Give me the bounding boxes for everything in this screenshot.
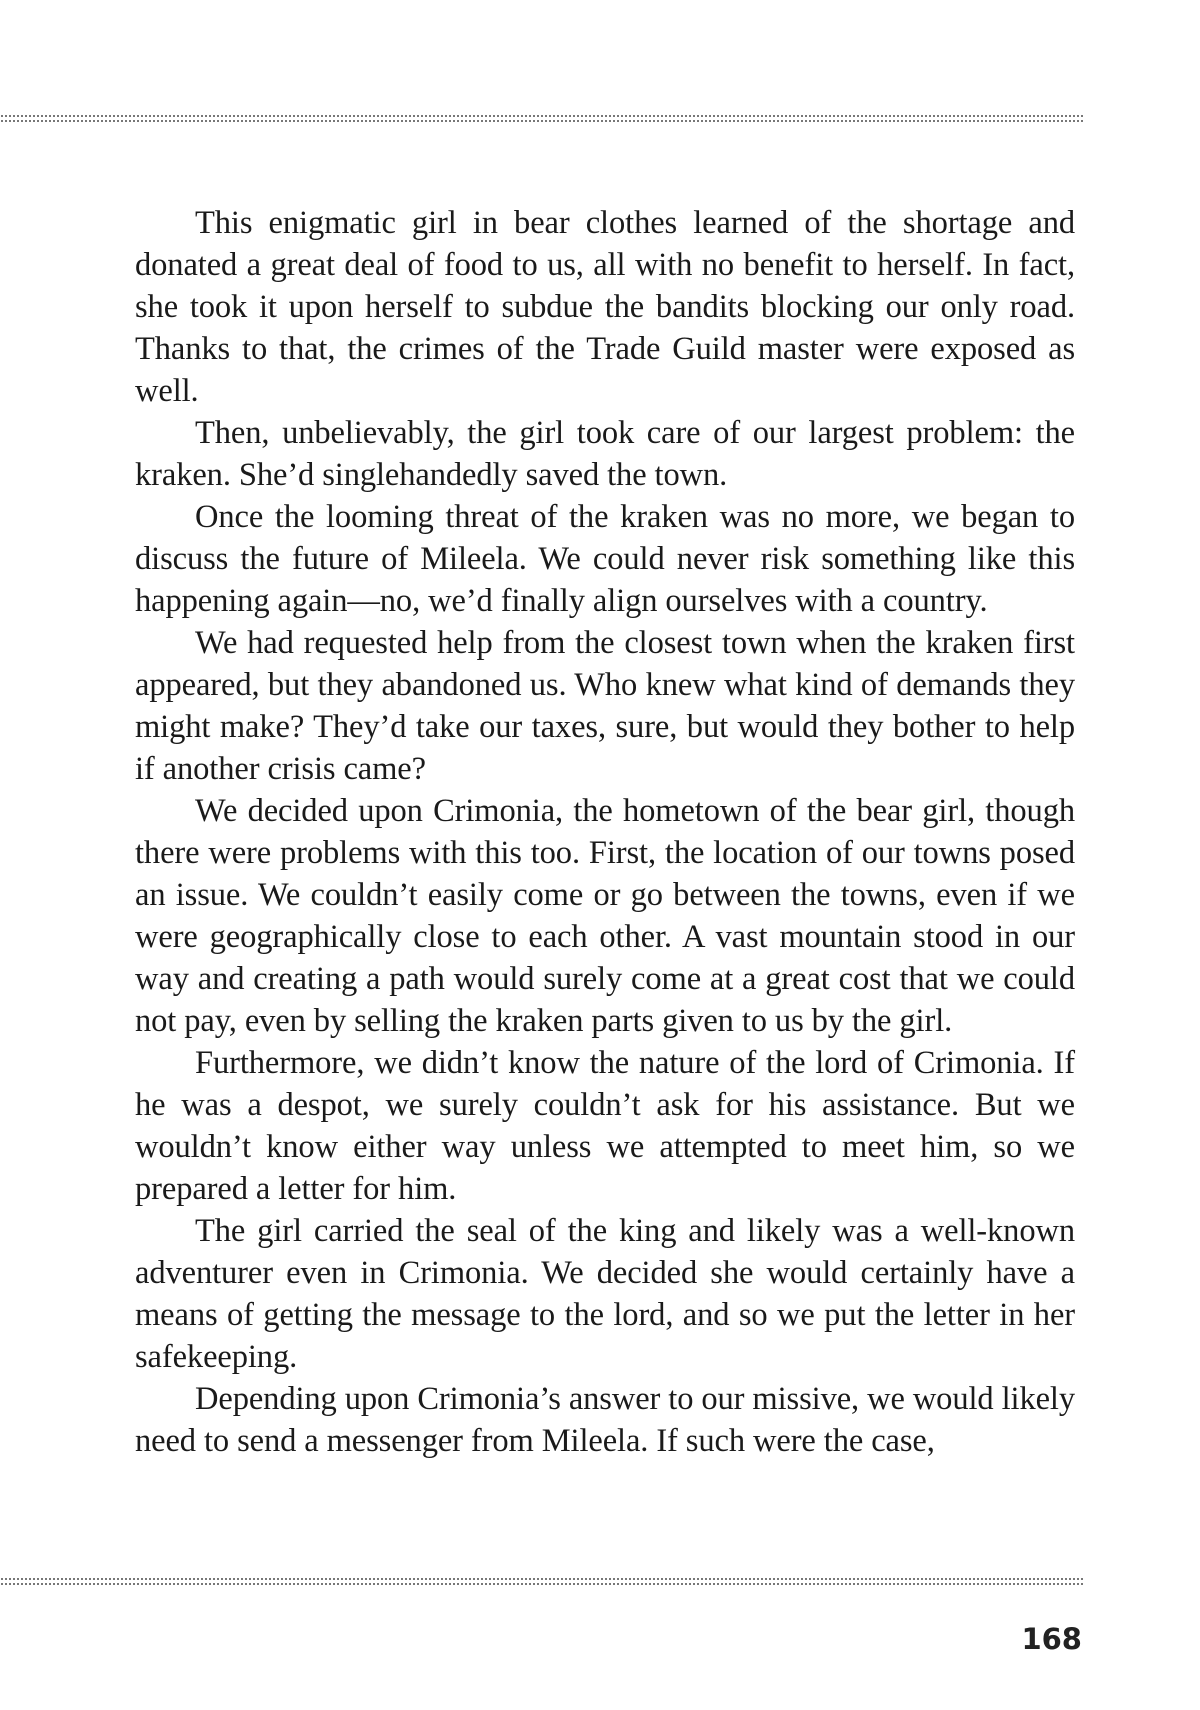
paragraph: We had requested help from the closest town when the kraken first appeared, but they abandoned us. Who knew what kind of demands they might make? They’d take our taxes, sure, but would they bother to help if another crisis came? [135,625,1075,787]
paragraph: This enigmatic girl in bear clothes learned of the shortage and donated a great deal of food to us, all with no benefit to herself. In fact, she took it upon herself to subdue the bandits blocking our only road. Thanks to that, the crimes of the Trade Guild master were exposed as well. [135,205,1075,409]
paragraph: Furthermore, we didn’t know the nature of the lord of Crimonia. If he was a despot, we surely couldn’t ask for his assistance. But we wouldn’t know either way unless we attempted to meet him, so we prepared a letter for him. [135,1045,1075,1207]
paragraph: Depending upon Crimonia’s answer to our missive, we would likely need to send a messenger from Mileela. If such were the case, [135,1381,1076,1459]
paragraph: Then, unbelievably, the girl took care of our largest problem: the kraken. She’d singlehandedly saved the town. [135,415,1075,493]
body-text [135,202,1075,1462]
top-dotted-rule [0,115,1085,123]
page-number: 168 [1021,1622,1082,1656]
paragraph: The girl carried the seal of the king and likely was a well-known adventurer even in Crimonia. We decided she would certainly have a means of getting the message to the lord, and so we put the letter in her safekeeping. [135,1213,1075,1375]
bottom-dotted-rule [0,1578,1085,1586]
paragraph: Once the looming threat of the kraken was no more, we began to discuss the future of Mileela. We could never risk something like this happening again—no, we’d finally align ourselves with a country. [135,499,1075,619]
paragraph: We decided upon Crimonia, the hometown of the bear girl, though there were problems with this too. First, the location of our towns posed an issue. We couldn’t easily come or go between the towns, even if we were geographically close to each other. A vast mountain stood in our way and creating a path would surely come at a great cost that we could not pay, even by selling the kraken parts given to us by the girl. [135,793,1075,1039]
